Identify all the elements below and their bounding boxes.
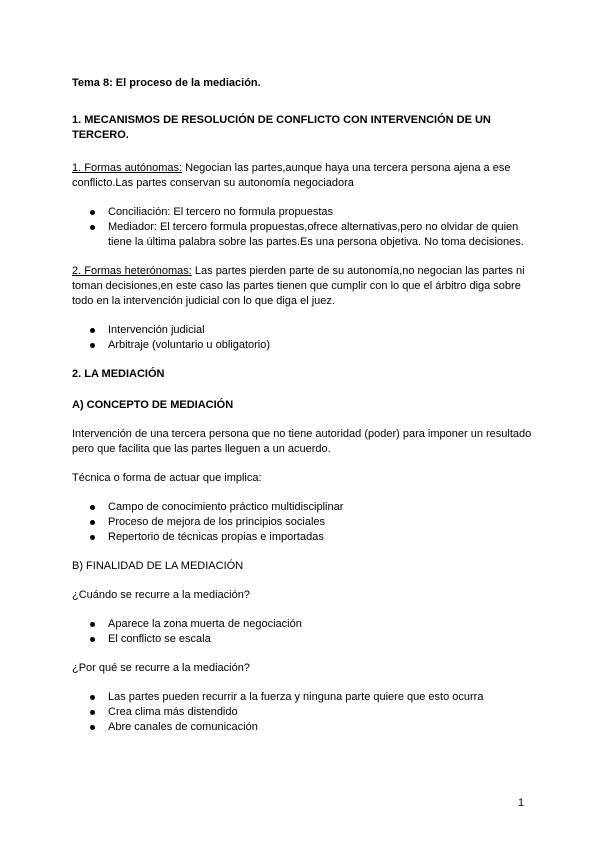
list-item: Aparece la zona muerta de negociación bbox=[108, 617, 532, 632]
heteronomas-label: 2. Formas heterónomas: bbox=[72, 265, 192, 277]
cuando-list bbox=[72, 617, 532, 647]
autonomas-label: 1. Formas autónomas: bbox=[72, 162, 183, 174]
section1-heading: 1. MECANISMOS DE RESOLUCIÓN DE CONFLICTO CON INTERVENCIÓN DE UN TERCERO. bbox=[72, 114, 491, 141]
list-item: Mediador: El tercero formula propuestas,ofrece alternativas,pero no olvidar de quien tiene la última palabra sobre las partes.Es una persona objetiva. No toma decisiones. bbox=[108, 220, 532, 250]
porque-list bbox=[72, 690, 532, 735]
question-cuando: ¿Cuándo se recurre a la mediación? bbox=[72, 589, 250, 601]
autonomas-paragraph bbox=[72, 161, 532, 191]
heteronomas-text: Las partes pierden parte de su autonomía,no negocian las partes ni toman decisiones,en este caso las partes tienen que cumplir con lo que el árbitro diga sobre todo en la intervención judicial con lo que diga el juez. bbox=[72, 265, 525, 307]
list-item: Abre canales de comunicación bbox=[108, 720, 532, 735]
concepto-definition: Intervención de una tercera persona que no tiene autoridad (poder) para imponer un resultado pero que facilita que las partes lleguen a un acuerdo. bbox=[72, 428, 532, 455]
page-number: 1 bbox=[518, 797, 525, 809]
heteronomas-paragraph bbox=[72, 264, 532, 309]
list-item: Conciliación: El tercero no formula propuestas bbox=[108, 205, 532, 220]
section2-heading: 2. LA MEDIACIÓN bbox=[72, 368, 165, 380]
list-item: El conflicto se escala bbox=[108, 632, 532, 647]
list-item: Crea clima más distendido bbox=[108, 705, 532, 720]
list-item: Campo de conocimiento práctico multidisciplinar bbox=[108, 500, 532, 515]
list-item: Proceso de mejora de los principios sociales bbox=[108, 515, 532, 530]
list-item: Las partes pueden recurrir a la fuerza y ninguna parte quiere que esto ocurra bbox=[108, 690, 532, 705]
tecnica-list bbox=[72, 500, 532, 545]
document-title: Tema 8: El proceso de la mediación. bbox=[72, 77, 261, 89]
document-page bbox=[72, 76, 532, 749]
finalidad-heading: B) FINALIDAD DE LA MEDIACIÓN bbox=[72, 560, 244, 572]
question-porque: ¿Por qué se recurre a la mediación? bbox=[72, 662, 250, 674]
autonomas-list bbox=[72, 205, 532, 250]
list-item: Intervención judicial bbox=[108, 323, 532, 338]
autonomas-text: Negocian las partes,aunque haya una tercera persona ajena a ese conflicto.Las partes conservan su autonomía negociadora bbox=[72, 162, 511, 189]
concepto-heading: A) CONCEPTO DE MEDIACIÓN bbox=[72, 399, 234, 411]
list-item: Arbitraje (voluntario u obligatorio) bbox=[108, 338, 532, 353]
list-item: Repertorio de técnicas propias e importadas bbox=[108, 530, 532, 545]
tecnica-intro: Técnica o forma de actuar que implica: bbox=[72, 472, 262, 484]
heteronomas-list bbox=[72, 323, 532, 353]
